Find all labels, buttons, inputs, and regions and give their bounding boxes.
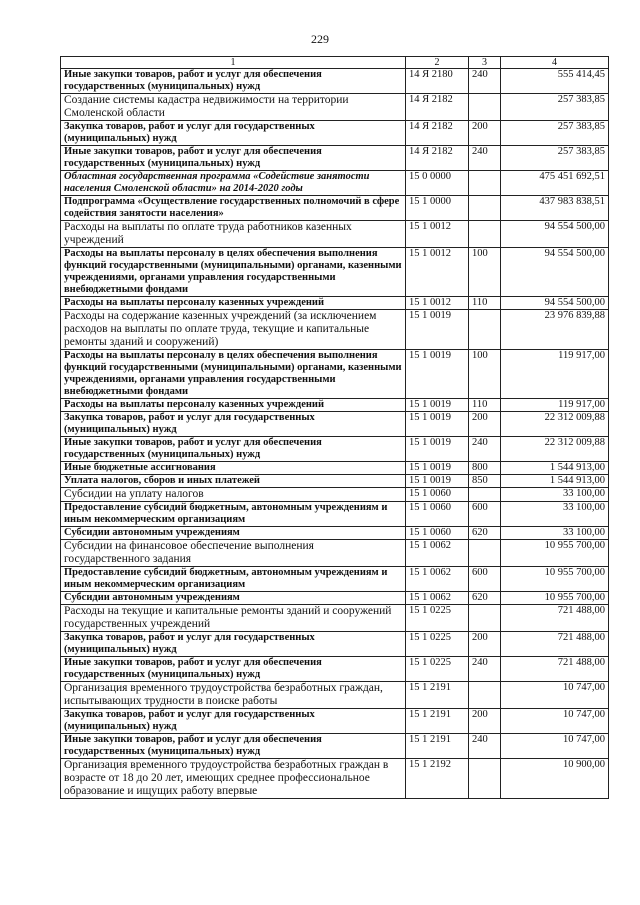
row-name: Предоставление субсидий бюджетным, автономным учреждениям и иным некоммерческим организациям	[61, 567, 406, 592]
row-kind: 240	[469, 657, 501, 682]
row-kind	[469, 310, 501, 350]
row-code: 15 1 2191	[406, 682, 469, 709]
row-code: 15 1 0060	[406, 527, 469, 540]
row-kind: 800	[469, 462, 501, 475]
row-kind: 600	[469, 502, 501, 527]
row-code: 14 Я 2182	[406, 121, 469, 146]
row-name: Расходы на выплаты персоналу казенных учреждений	[61, 297, 406, 310]
row-name: Уплата налогов, сборов и иных платежей	[61, 475, 406, 488]
row-code: 15 1 0019	[406, 399, 469, 412]
row-kind	[469, 196, 501, 221]
row-amount: 22 312 009,88	[501, 412, 609, 437]
row-code: 15 1 0019	[406, 437, 469, 462]
row-kind	[469, 605, 501, 632]
row-kind: 600	[469, 567, 501, 592]
row-amount: 555 414,45	[501, 69, 609, 94]
row-kind: 110	[469, 399, 501, 412]
table-row	[61, 350, 609, 399]
row-code: 15 1 0019	[406, 462, 469, 475]
budget-table	[60, 56, 609, 799]
table-row	[61, 412, 609, 437]
row-name: Субсидии на финансовое обеспечение выполнения государственного задания	[61, 540, 406, 567]
row-amount: 119 917,00	[501, 399, 609, 412]
table-row	[61, 488, 609, 502]
row-kind: 100	[469, 350, 501, 399]
row-amount: 475 451 692,51	[501, 171, 609, 196]
row-kind: 200	[469, 121, 501, 146]
row-code: 15 1 0225	[406, 632, 469, 657]
row-kind: 240	[469, 69, 501, 94]
row-name: Организация временного трудоустройства безработных граждан, испытывающих трудности в поиске работы	[61, 682, 406, 709]
row-code: 15 1 0019	[406, 310, 469, 350]
row-kind: 200	[469, 412, 501, 437]
row-code: 15 1 0012	[406, 221, 469, 248]
table-row	[61, 502, 609, 527]
row-code: 15 1 0062	[406, 567, 469, 592]
table-row	[61, 146, 609, 171]
row-amount: 10 955 700,00	[501, 592, 609, 605]
page-number: 229	[311, 32, 329, 46]
table-row	[61, 437, 609, 462]
row-kind	[469, 488, 501, 502]
header-col-4: 4	[501, 57, 609, 69]
row-kind: 200	[469, 632, 501, 657]
row-code: 15 1 0060	[406, 502, 469, 527]
row-name: Закупка товаров, работ и услуг для государственных (муниципальных) нужд	[61, 632, 406, 657]
row-amount: 10 955 700,00	[501, 567, 609, 592]
row-amount: 119 917,00	[501, 350, 609, 399]
row-amount: 94 554 500,00	[501, 297, 609, 310]
row-name: Субсидии автономным учреждениям	[61, 592, 406, 605]
row-amount: 721 488,00	[501, 605, 609, 632]
table-header-row	[61, 57, 609, 69]
row-name: Подпрограмма «Осуществление государственных полномочий в сфере содействия занятости населения»	[61, 196, 406, 221]
row-name: Организация временного трудоустройства безработных граждан в возрасте от 18 до 20 лет, имеющих среднее профессиональное образование и ищущих работу впервые	[61, 759, 406, 799]
table-row	[61, 297, 609, 310]
table-row	[61, 94, 609, 121]
row-name: Расходы на выплаты по оплате труда работников казенных учреждений	[61, 221, 406, 248]
table-row	[61, 567, 609, 592]
row-code: 15 1 0060	[406, 488, 469, 502]
row-code: 15 1 2191	[406, 709, 469, 734]
row-code: 15 1 0225	[406, 605, 469, 632]
header-col-2: 2	[406, 57, 469, 69]
row-kind: 200	[469, 709, 501, 734]
row-code: 15 1 0019	[406, 412, 469, 437]
row-amount: 10 747,00	[501, 682, 609, 709]
row-code: 14 Я 2180	[406, 69, 469, 94]
row-code: 14 Я 2182	[406, 94, 469, 121]
table-row	[61, 69, 609, 94]
row-name: Расходы на выплаты персоналу в целях обеспечения выполнения функций государственными (муниципальными) органами, казенными учреждениями, органами управления государственными внебюджетными фондами	[61, 248, 406, 297]
row-code: 15 1 2191	[406, 734, 469, 759]
table-row	[61, 657, 609, 682]
row-amount: 257 383,85	[501, 94, 609, 121]
table-row	[61, 527, 609, 540]
row-name: Субсидии на уплату налогов	[61, 488, 406, 502]
row-kind: 850	[469, 475, 501, 488]
row-name: Иные закупки товаров, работ и услуг для обеспечения государственных (муниципальных) нужд	[61, 437, 406, 462]
row-amount: 257 383,85	[501, 146, 609, 171]
row-name: Иные закупки товаров, работ и услуг для обеспечения государственных (муниципальных) нужд	[61, 657, 406, 682]
table-row	[61, 248, 609, 297]
row-kind	[469, 759, 501, 799]
row-code: 15 1 0062	[406, 540, 469, 567]
table-row	[61, 475, 609, 488]
row-amount: 10 900,00	[501, 759, 609, 799]
table-row	[61, 709, 609, 734]
table-row	[61, 592, 609, 605]
row-amount: 33 100,00	[501, 502, 609, 527]
row-name: Субсидии автономным учреждениям	[61, 527, 406, 540]
row-amount: 33 100,00	[501, 488, 609, 502]
row-name: Иные закупки товаров, работ и услуг для обеспечения государственных (муниципальных) нужд	[61, 734, 406, 759]
row-name: Расходы на содержание казенных учреждений (за исключением расходов на выплаты по оплате труда, текущие и капитальные ремонты зданий и сооружений)	[61, 310, 406, 350]
row-amount: 94 554 500,00	[501, 221, 609, 248]
table-row	[61, 759, 609, 799]
row-kind	[469, 94, 501, 121]
row-code: 15 1 0012	[406, 248, 469, 297]
table-row	[61, 221, 609, 248]
row-code: 15 1 0000	[406, 196, 469, 221]
row-name: Предоставление субсидий бюджетным, автономным учреждениям и иным некоммерческим организациям	[61, 502, 406, 527]
row-code: 14 Я 2182	[406, 146, 469, 171]
table-row	[61, 632, 609, 657]
row-kind: 100	[469, 248, 501, 297]
row-amount: 437 983 838,51	[501, 196, 609, 221]
row-kind	[469, 540, 501, 567]
row-code: 15 1 0019	[406, 350, 469, 399]
row-code: 15 1 2192	[406, 759, 469, 799]
row-code: 15 1 0012	[406, 297, 469, 310]
row-kind: 620	[469, 592, 501, 605]
row-name: Закупка товаров, работ и услуг для государственных (муниципальных) нужд	[61, 709, 406, 734]
header-col-1: 1	[61, 57, 406, 69]
table-row	[61, 605, 609, 632]
row-kind	[469, 171, 501, 196]
table-row	[61, 399, 609, 412]
row-amount: 10 747,00	[501, 709, 609, 734]
row-amount: 94 554 500,00	[501, 248, 609, 297]
row-name: Иные закупки товаров, работ и услуг для обеспечения государственных (муниципальных) нужд	[61, 69, 406, 94]
table-row	[61, 682, 609, 709]
row-amount: 1 544 913,00	[501, 462, 609, 475]
row-kind: 620	[469, 527, 501, 540]
row-name: Закупка товаров, работ и услуг для государственных (муниципальных) нужд	[61, 121, 406, 146]
row-kind: 240	[469, 734, 501, 759]
row-amount: 10 747,00	[501, 734, 609, 759]
row-amount: 1 544 913,00	[501, 475, 609, 488]
row-amount: 721 488,00	[501, 632, 609, 657]
row-amount: 33 100,00	[501, 527, 609, 540]
row-amount: 721 488,00	[501, 657, 609, 682]
row-amount: 257 383,85	[501, 121, 609, 146]
table-row	[61, 121, 609, 146]
row-code: 15 1 0062	[406, 592, 469, 605]
table-row	[61, 310, 609, 350]
table-row	[61, 171, 609, 196]
row-name: Иные бюджетные ассигнования	[61, 462, 406, 475]
row-kind	[469, 682, 501, 709]
row-code: 15 1 0019	[406, 475, 469, 488]
row-kind: 110	[469, 297, 501, 310]
table-row	[61, 540, 609, 567]
table-row	[61, 462, 609, 475]
table-row	[61, 196, 609, 221]
row-name: Расходы на текущие и капитальные ремонты зданий и сооружений государственных учреждений	[61, 605, 406, 632]
row-kind: 240	[469, 146, 501, 171]
row-name: Иные закупки товаров, работ и услуг для обеспечения государственных (муниципальных) нужд	[61, 146, 406, 171]
row-amount: 23 976 839,88	[501, 310, 609, 350]
row-amount: 22 312 009,88	[501, 437, 609, 462]
table-row	[61, 734, 609, 759]
row-code: 15 1 0225	[406, 657, 469, 682]
row-kind: 240	[469, 437, 501, 462]
row-name: Закупка товаров, работ и услуг для государственных (муниципальных) нужд	[61, 412, 406, 437]
row-name: Расходы на выплаты персоналу в целях обеспечения выполнения функций государственными (муниципальными) органами, казенными учреждениями, органами управления государственными внебюджетными фондами	[61, 350, 406, 399]
header-col-3: 3	[469, 57, 501, 69]
row-kind	[469, 221, 501, 248]
row-code: 15 0 0000	[406, 171, 469, 196]
row-name: Областная государственная программа «Содействие занятости населения Смоленской области» на 2014-2020 годы	[61, 171, 406, 196]
row-name: Расходы на выплаты персоналу казенных учреждений	[61, 399, 406, 412]
row-name: Создание системы кадастра недвижимости на территории Смоленской области	[61, 94, 406, 121]
row-amount: 10 955 700,00	[501, 540, 609, 567]
table-body	[61, 69, 609, 799]
